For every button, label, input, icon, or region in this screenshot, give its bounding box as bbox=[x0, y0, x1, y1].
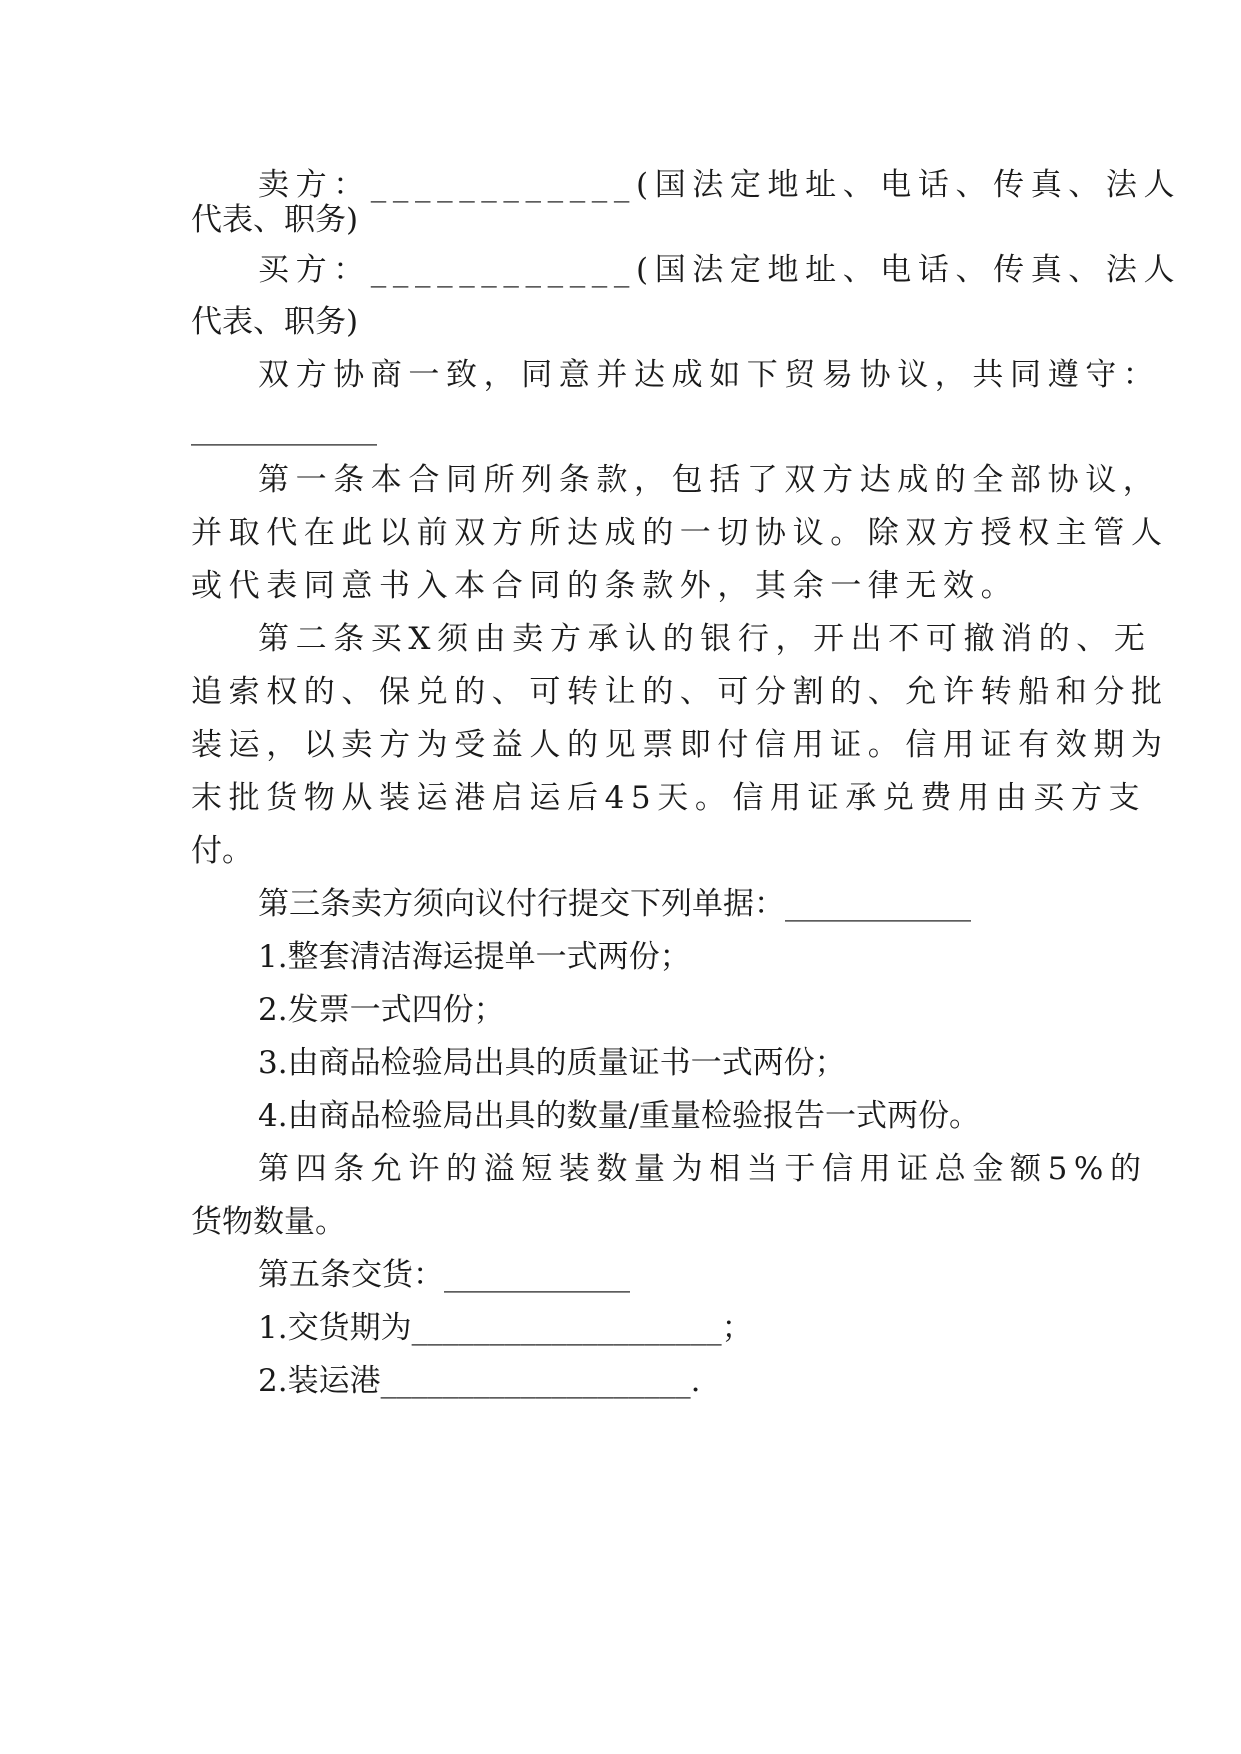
article-5-heading: 第五条交货：____________ bbox=[258, 1257, 630, 1293]
article-1-line-2: 并取代在此以前双方所达成的一切协议。除双方授权主管人 bbox=[191, 515, 1169, 551]
article-1-line-1: 第一条本合同所列条款，包括了双方达成的全部协议， bbox=[258, 462, 1161, 498]
article-5-item-1: 1.交货期为____________________； bbox=[258, 1310, 753, 1346]
article-2-line-2: 追索权的、保兑的、可转让的、可分割的、允许转船和分批 bbox=[191, 674, 1169, 710]
agreement-intro: 双方协商一致，同意并达成如下贸易协议，共同遵守： bbox=[258, 357, 1161, 393]
article-4-line-2: 货物数量。 bbox=[191, 1204, 346, 1240]
article-5-item-2: 2.装运港____________________. bbox=[258, 1363, 701, 1399]
article-3-item-2: 2.发票一式四份； bbox=[258, 992, 505, 1028]
article-3-item-1: 1.整套清洁海运提单一式两份； bbox=[258, 939, 691, 975]
article-2-line-5: 付。 bbox=[191, 833, 253, 869]
article-3-heading: 第三条卖方须向议付行提交下列单据：____________ bbox=[258, 886, 971, 922]
article-1-line-3: 或代表同意书入本合同的条款外，其余一律无效。 bbox=[191, 568, 1019, 604]
article-2-line-3: 装运，以卖方为受益人的见票即付信用证。信用证有效期为 bbox=[191, 727, 1169, 763]
buyer-info-continuation: 代表、职务) bbox=[191, 304, 359, 340]
blank-line: ____________ bbox=[191, 410, 377, 446]
article-3-item-4: 4.由商品检验局出具的数量/重量检验报告一式两份。 bbox=[258, 1098, 981, 1134]
article-4-line-1: 第四条允许的溢短装数量为相当于信用证总金额5%的 bbox=[258, 1151, 1148, 1187]
seller-info-continuation: 代表、职务) bbox=[191, 202, 359, 238]
article-2-line-4: 末批货物从装运港启运后45天。信用证承兑费用由买方支 bbox=[191, 780, 1147, 816]
buyer-info-line: 买方：____________(国法定地址、电话、传真、法人 bbox=[258, 252, 1182, 288]
seller-info-line: 卖方：____________(国法定地址、电话、传真、法人 bbox=[258, 167, 1182, 203]
article-2-line-1: 第二条买X须由卖方承认的银行，开出不可撤消的、无 bbox=[258, 621, 1152, 657]
article-3-item-3: 3.由商品检验局出具的质量证书一式两份； bbox=[258, 1045, 846, 1081]
